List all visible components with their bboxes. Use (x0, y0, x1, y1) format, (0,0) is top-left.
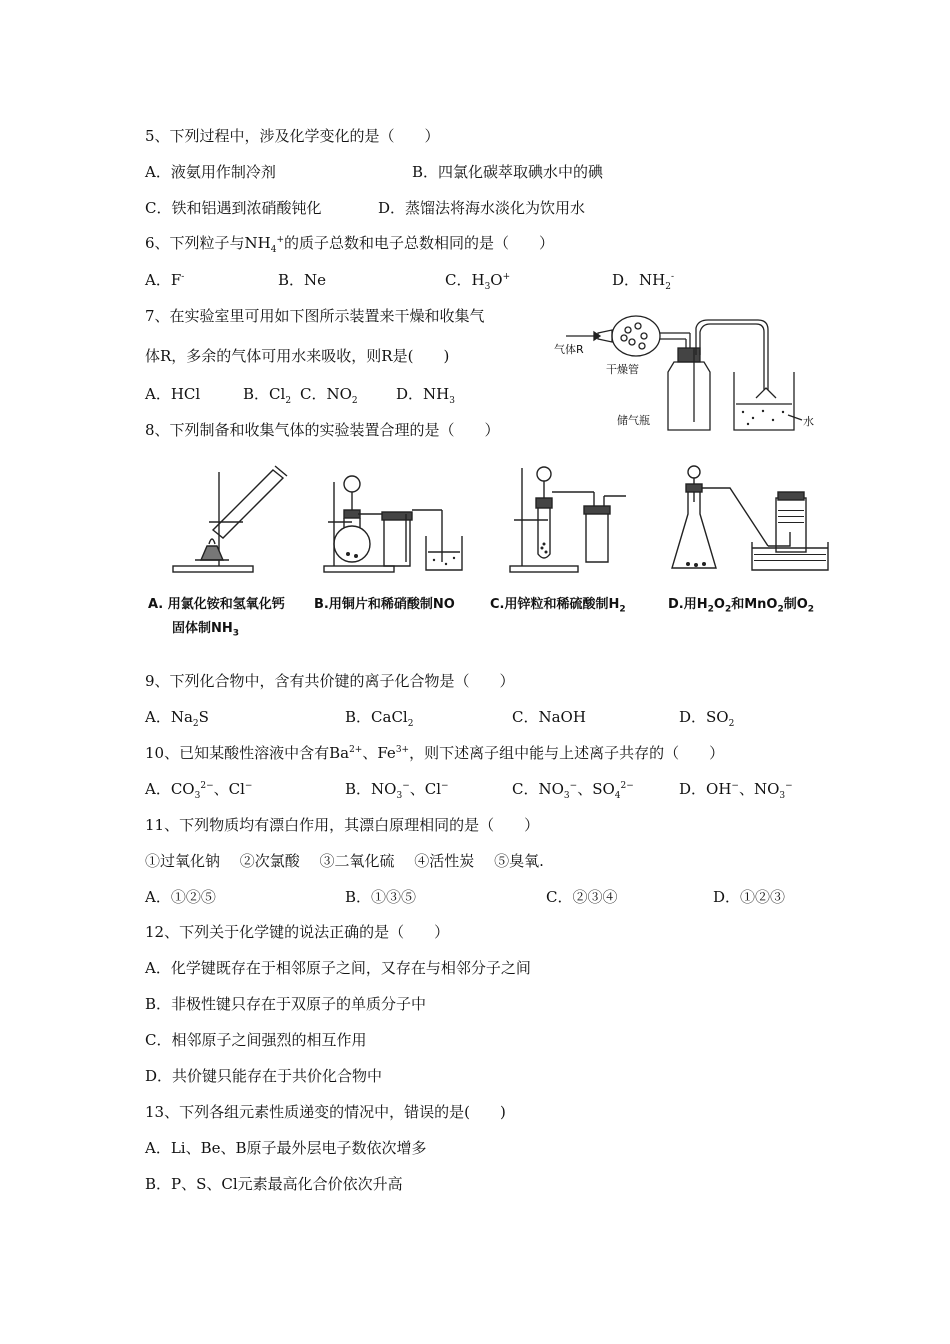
q9-option-a: A．$Na_2S$ (145, 708, 209, 729)
q8-caption-a-line1: A. 用氯化铵和氢氧化钙 (148, 597, 285, 612)
q10-option-b: B．$NO_3^-$、Cl− (345, 780, 449, 801)
q12-option-a: A．化学键既存在于相邻原子之间，又存在与相邻分子之间 (145, 959, 531, 977)
q13-option-a: A．Li、Be、B原子最外层电子数依次增多 (145, 1139, 427, 1157)
q7-stem-line1: 7、在实验室里可用如下图所示装置来干燥和收集气 (145, 307, 485, 325)
q11-items: ①过氧化钠 ②次氯酸 ③二氧化硫 ④活性炭 ⑤臭氧. (145, 852, 544, 870)
q11-stem: 11、下列物质均有漂白作用，其漂白原理相同的是（ ） (145, 816, 540, 834)
q13-stem: 13、下列各组元素性质递变的情况中，错误的是( ) (145, 1103, 506, 1121)
q8-caption-a-line2: 固体制$NH_3$ (172, 621, 240, 639)
q10-option-c: C．$NO_3^-$、$SO_4^{2-}$ (512, 780, 634, 801)
q9-option-b: B．CaCl$_2$ (345, 708, 414, 729)
q9-option-d: D．$SO_2$ (679, 708, 735, 729)
q7-apparatus-figure (548, 300, 828, 440)
q11-option-b: B．①③⑤ (345, 888, 417, 906)
q7-label-drying-tube: 干燥管 (606, 363, 639, 376)
q8-apparatus-d (668, 462, 833, 577)
q7-label-gas-bottle: 储气瓶 (617, 414, 650, 427)
q10-stem: 10、已知某酸性溶液中含有$Ba^{2+}$、$Fe^{3+}$，则下述离子组中能与上述离子共存的（ ） (145, 744, 725, 762)
q6-option-b: B．Ne (278, 271, 327, 289)
q7-option-b: B．$Cl_2$ (243, 385, 292, 406)
q8-apparatus-a (165, 462, 290, 577)
q8-caption-b: B.用铜片和稀硝酸制NO (314, 597, 455, 612)
q7-label-water: 水 (803, 415, 814, 428)
q7-stem-line2: 体R，多余的气体可用水来吸收，则R是( ) (145, 347, 450, 365)
q7-option-a: A．HCl (145, 385, 201, 403)
q7-option-d: D．$NH_3$ (396, 385, 455, 406)
q6-option-a: A．F- (145, 271, 185, 289)
q12-stem: 12、下列关于化学键的说法正确的是（ ） (145, 923, 450, 941)
q7-label-gas-r: 气体R (554, 343, 584, 356)
q12-option-d: D．共价键只能存在于共价化合物中 (145, 1067, 383, 1085)
q11-option-a: A．①②⑤ (145, 888, 216, 906)
q5-option-d: D．蒸馏法将海水淡化为饮用水 (378, 199, 586, 217)
q5-option-c: C．铁和铝遇到浓硝酸钝化 (145, 199, 322, 217)
q8-apparatus-c (508, 462, 638, 577)
q11-option-d: D．①②③ (713, 888, 786, 906)
q8-caption-d: D.用$H_2O_2$和MnO$_2$制$O_2$ (668, 597, 815, 615)
q9-stem: 9、下列化合物中，含有共价键的离子化合物是（ ） (145, 672, 515, 690)
q8-stem: 8、下列制备和收集气体的实验装置合理的是（ ） (145, 421, 500, 439)
q10-option-a: A．$CO_3^{2-}$、Cl− (145, 780, 253, 801)
q10-option-d: D．OH−、$NO_3^-$ (679, 780, 793, 801)
q11-option-c: C．②③④ (546, 888, 618, 906)
q7-option-c: C．$NO_2$ (300, 385, 358, 406)
q6-option-d: D．$NH_2^-$ (612, 271, 675, 292)
q13-option-b: B．P、S、Cl元素最高化合价依次升高 (145, 1175, 403, 1193)
q9-option-c: C．NaOH (512, 708, 586, 726)
q12-option-b: B．非极性键只存在于双原子的单质分子中 (145, 995, 427, 1013)
q12-option-c: C．相邻原子之间强烈的相互作用 (145, 1031, 367, 1049)
q5-option-a: A．液氨用作制冷剂 (145, 163, 276, 181)
q5-stem: 5、下列过程中，涉及化学变化的是（ ） (145, 127, 440, 145)
q5-option-b: B．四氯化碳萃取碘水中的碘 (412, 163, 604, 181)
q8-caption-c: C.用锌粒和稀硫酸制$H_2$ (490, 597, 626, 615)
q8-apparatus-b (322, 462, 477, 577)
q6-stem: 6、下列粒子与$NH_4^+$的质子总数和电子总数相同的是（ ） (145, 234, 555, 255)
q6-option-c: C．$H_3O^+$ (445, 271, 511, 292)
